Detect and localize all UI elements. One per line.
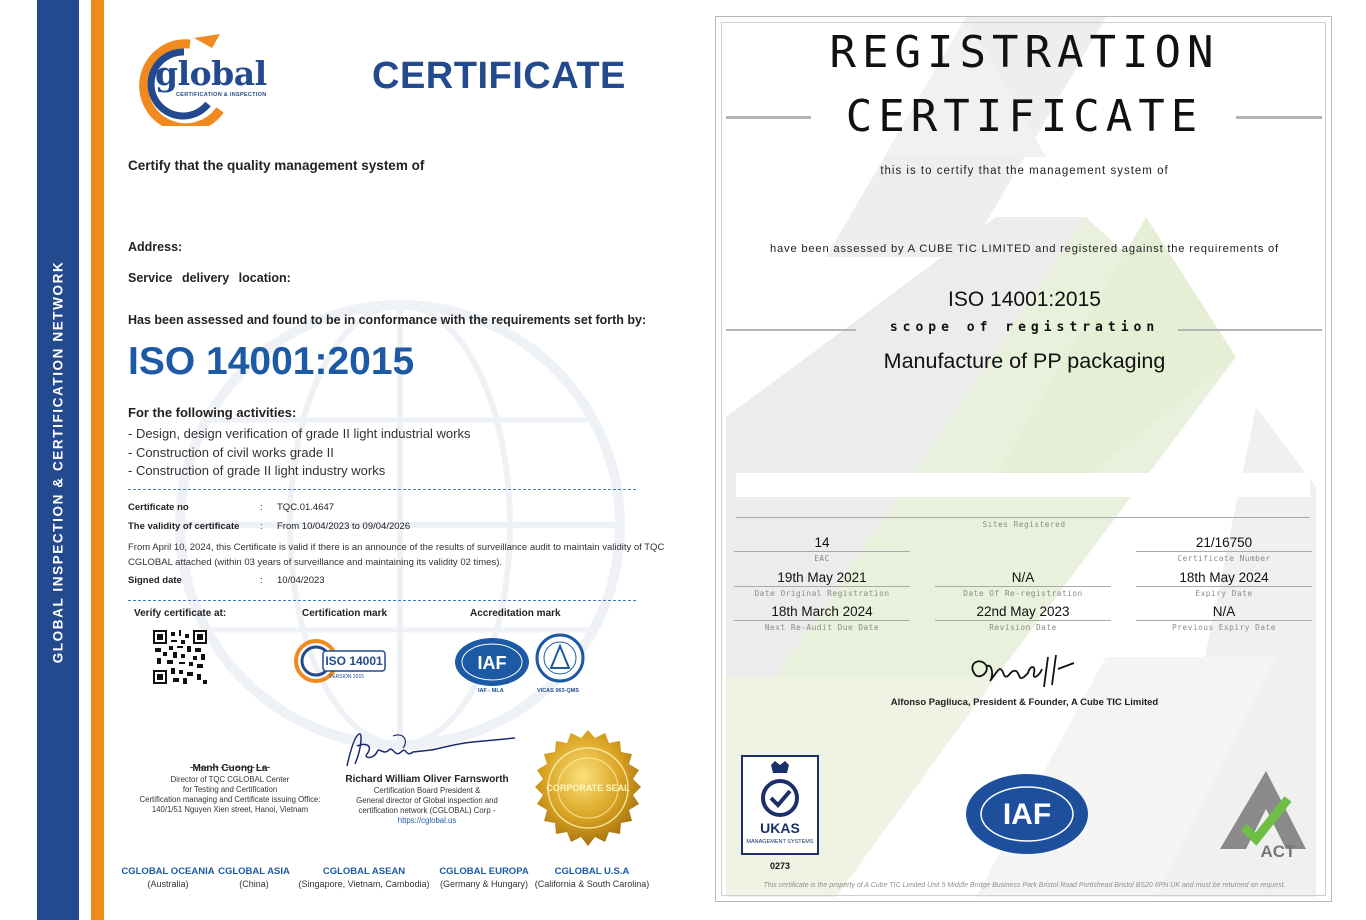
assessed-line: Has been assessed and found to be in conformance with the requirements set forth by: <box>128 313 647 327</box>
network-europa: CGLOBAL EUROPA (Germany & Hungary) <box>439 866 529 889</box>
scope-value: Manufacture of PP packaging <box>883 349 1166 373</box>
footer-note: This certificate is the property of A Cube TIC Limited Unit 5 Middle Bridge Business Park Bristol Road Portishead Bristol BS20 6PN UK and must be returned on request. <box>763 882 1286 889</box>
certify-line: this is to certify that the management system of <box>880 165 1169 177</box>
verify-title: Verify certificate at: <box>134 608 227 619</box>
registration-title: REGISTRATION <box>829 27 1220 78</box>
signatory-line: Director of TQC CGLOBAL Center <box>170 775 290 784</box>
colon: : <box>260 575 263 586</box>
corporate-seal-icon <box>527 728 649 850</box>
sites-registered-label: Sites Registered <box>982 520 1066 529</box>
certificate-no-value: TQC.01.4647 <box>277 502 335 513</box>
signatory-name: Richard William Oliver Farnsworth <box>345 774 509 785</box>
signatory-director <box>130 762 330 815</box>
network-asean: CGLOBAL ASEAN (Singapore, Vietnam, Cambodia) <box>298 866 430 889</box>
eac-cell: 14 EAC <box>734 533 910 563</box>
signed-date-label: Signed date <box>128 575 182 586</box>
table-rule <box>736 517 1310 518</box>
iaf-mla-icon <box>452 634 532 694</box>
colon: : <box>260 521 263 532</box>
revision-date-cell: 22nd May 2023 Revision Date <box>935 602 1111 632</box>
certificate-number-cell: 21/16750 Certificate Number <box>1136 533 1312 563</box>
activity-item: - Design, design verification of grade II light industrial works <box>128 426 471 441</box>
iso-mark-version: VERSION 2015 <box>329 674 365 680</box>
signatory-line: General director of Global inspection and <box>356 796 498 805</box>
iso-certification-mark-icon <box>293 638 388 684</box>
act-text: ACT <box>1260 842 1296 859</box>
handwritten-signature <box>333 728 518 776</box>
ukas-number: 0273 <box>769 861 791 871</box>
handwritten-signature <box>964 651 1082 691</box>
signatory-name: Manh Cuong La <box>192 763 268 774</box>
activity-item: - Construction of grade II light industry works <box>128 463 386 478</box>
divider <box>128 600 636 601</box>
blank-field <box>736 473 1310 497</box>
vicas-caption: VICAS 063-QMS <box>537 688 579 694</box>
scope-label: scope of registration <box>889 320 1160 335</box>
standard-title: ISO 14001:2015 <box>128 340 415 383</box>
seal-text: CORPORATE SEAL <box>546 783 630 793</box>
ukas-text: UKAS <box>760 820 800 836</box>
re-registration-cell: N/A Date Of Re-registration <box>935 568 1111 598</box>
iaf-logo-icon <box>964 772 1090 856</box>
previous-expiry-cell: N/A Previous Expiry Date <box>1136 602 1312 632</box>
signatory-line: for Testing and Certification <box>182 785 278 794</box>
network-asia: CGLOBAL ASIA (China) <box>218 866 290 889</box>
act-logo-icon <box>1216 769 1308 859</box>
assessed-line: have been assessed by A CUBE TIC LIMITED and registered against the requirements of <box>770 243 1279 255</box>
activities-list <box>128 426 471 482</box>
accreditation-mark-title: Accreditation mark <box>470 608 561 619</box>
network-usa: CGLOBAL U.S.A (California & South Carolina) <box>534 866 650 889</box>
signed-date-value: 10/04/2023 <box>277 575 325 586</box>
iso-mark-text: ISO 14001 <box>325 654 383 668</box>
iaf-text: IAF <box>1002 798 1052 831</box>
certificate-title: CERTIFICATE <box>372 55 626 97</box>
service-location-label: Service delivery location: <box>128 271 291 285</box>
colon: : <box>260 502 263 513</box>
qr-code-icon[interactable] <box>153 630 207 684</box>
signatory-line: 140/1/51 Nguyen Xien street, Hanoi, Vietnam <box>151 805 309 814</box>
original-registration-cell: 19th May 2021 Date Original Registration <box>734 568 910 598</box>
svg-text:IAF: IAF <box>477 653 507 673</box>
divider <box>128 489 636 490</box>
activity-item: - Construction of civil works grade II <box>128 444 334 460</box>
validity-note: From April 10, 2024, this Certificate is valid if there is an announce of the results of surveillance audit to maintain validity of TQC CGLOBAL attached (within 03 years of surveillance and maintaining its validity 02 times). <box>128 542 665 568</box>
network-oceania: CGLOBAL OCEANIA (Australia) <box>121 866 215 889</box>
website-link[interactable]: https://cglobal.us <box>397 816 457 825</box>
validity-value: From 10/04/2023 to 09/04/2026 <box>277 521 411 532</box>
signatory-line: Certification managing and Certificate issuing Office: <box>139 795 321 804</box>
certificate-title: CERTIFICATE <box>845 91 1204 142</box>
expiry-date-cell: 18th May 2024 Expiry Date <box>1136 568 1312 598</box>
certify-line: Certify that the quality management system of <box>128 158 425 173</box>
address-label: Address: <box>128 240 183 254</box>
certification-mark-title: Certification mark <box>302 608 388 619</box>
validity-label: The validity of certificate <box>128 521 240 532</box>
signatory-line: Certification Board President & <box>373 786 481 795</box>
side-network-text: GLOBAL INSPECTION & CERTIFICATION NETWORK <box>50 260 66 664</box>
signatory-line: certification network (CGLOBAL) Corp - <box>358 806 496 815</box>
standard-title: ISO 14001:2015 <box>948 288 1101 311</box>
next-reaudit-cell: 18th March 2024 Next Re-Audit Due Date <box>734 602 910 632</box>
signatory-president <box>327 773 527 826</box>
side-stripe-orange <box>91 0 104 920</box>
vicas-accreditation-icon <box>533 630 588 695</box>
ukas-sub: MANAGEMENT SYSTEMS <box>746 839 814 845</box>
signer-name: Alfonso Pagliuca, President & Founder, A Cube TIC Limited <box>890 697 1159 708</box>
ukas-logo-icon <box>741 755 819 873</box>
iaf-caption: IAF - MLA <box>478 688 504 694</box>
registration-certificate <box>715 16 1332 902</box>
activities-title: For the following activities: <box>128 405 297 420</box>
certificate-no-label: Certificate no <box>128 502 189 513</box>
cglobal-logo: global CERTIFICATION & INSPECTION <box>128 30 298 126</box>
